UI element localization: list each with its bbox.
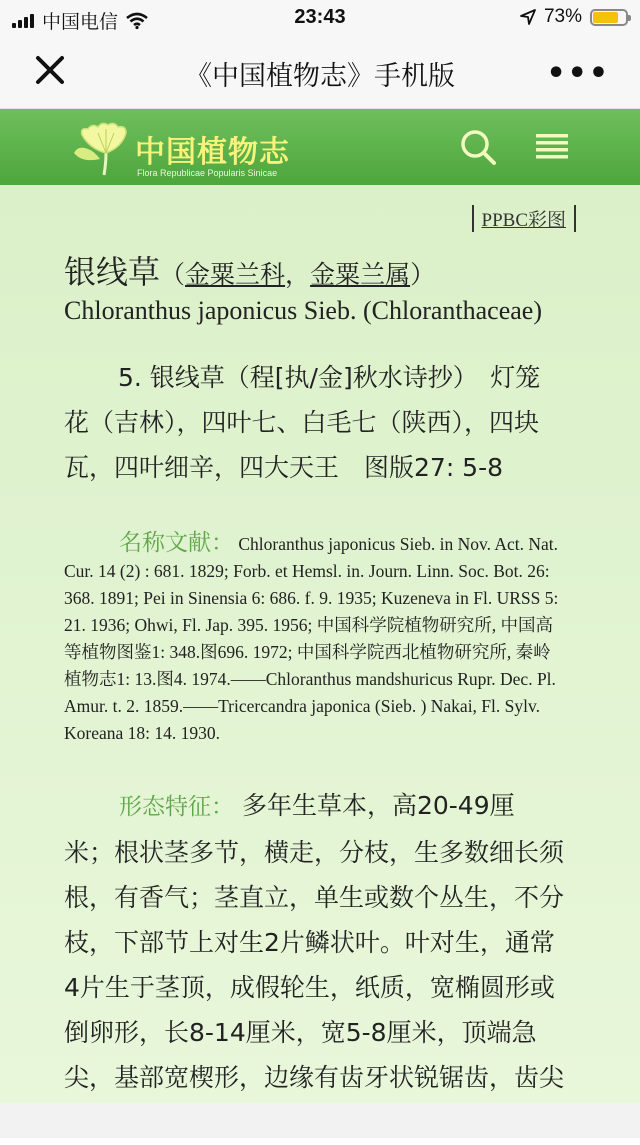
morphology-section: [64, 783, 564, 1145]
site-brand[interactable]: 中国植物志: [135, 135, 290, 170]
morphology-text: 多年生草本，高20-49厘米；根状茎多节，横走，分枝，生多数细长须根，有香气；茎直立，单生或数个丛生，不分枝，下部节上对生2片鳞状叶。叶对生，通常4片生于茎顶，成假轮生，纸质，宽椭圆形或倒卵形，长8-14厘米，宽5-8厘米，顶端急尖，基部宽楔形，边缘有齿牙状锐锯齿，齿尖: [64, 791, 565, 1092]
ginkgo-logo-icon[interactable]: [70, 119, 140, 179]
names-literature-section: [64, 530, 564, 747]
site-header: [0, 109, 640, 185]
species-title: [64, 247, 435, 293]
article-content: [0, 185, 640, 1103]
separator-comma: ，: [285, 260, 311, 289]
morphology-label: 形态特征：: [119, 794, 234, 820]
location-arrow-icon: [520, 9, 536, 25]
more-icon[interactable]: •••: [546, 56, 610, 91]
menu-icon[interactable]: [532, 129, 572, 165]
carrier-label: 中国电信: [42, 12, 119, 33]
battery-icon: [590, 9, 628, 26]
species-name-latin: Chloranthus japonicus Sieb. (Chloranthaceae): [64, 296, 542, 325]
status-time: 23:43: [294, 6, 346, 28]
names-label: 名称文献：: [119, 530, 234, 556]
family-link[interactable]: 金粟兰科: [185, 260, 286, 289]
site-brand-subtitle: Flora Republicae Popularis Sinicae: [137, 168, 278, 178]
search-icon[interactable]: [458, 127, 498, 167]
ppbc-photo-link-box: [472, 205, 576, 232]
genus-link[interactable]: 金粟兰属: [310, 260, 411, 289]
species-name-cn: 银线草: [64, 253, 161, 291]
names-text: Chloranthus japonicus Sieb. in Nov. Act. Nat. Cur. 14 (2) : 681. 1829; Forb. et Hemsl. in. Journ. Linn. Soc. Bot. 26: 368. 1891; Pei in Sinensia 6: 686. f. 9. 1935; Kuzeneva in Fl. URSS 5: 21. 1936; Ohwi, Fl. Jap. 395. 1956; 中国科学院植物研究所, 中国高等植物图鉴1: 348.图696. 1972; 中国科学院西北植物研究所, 秦岭植物志1: 13.图4. 1974.——Chloranthus mandshuricus Rupr. Dec. Pl. Amur. t. 2. 1859.——Tricercandra japonica (Sieb. ) Nakai, Fl. Sylv. Koreana 18: 14. 1930.: [64, 534, 559, 743]
status-right: [520, 6, 628, 28]
status-bar: [0, 0, 640, 36]
nav-title: 《中国植物志》手机版: [185, 61, 455, 92]
nav-bar: [0, 36, 640, 109]
species-intro: 5. 银线草（程[执/金]秋水诗抄） 灯笼花（吉林），四叶七、白毛七（陕西），四块瓦，四叶细辛，四大天王 图版27: 5-8: [64, 363, 541, 482]
battery-percent: 73%: [543, 6, 582, 27]
bottom-bar: [0, 1103, 640, 1138]
paren-open: （: [160, 260, 186, 289]
ppbc-photo-link[interactable]: PPBC彩图: [481, 210, 566, 231]
paren-close: ）: [410, 260, 436, 289]
